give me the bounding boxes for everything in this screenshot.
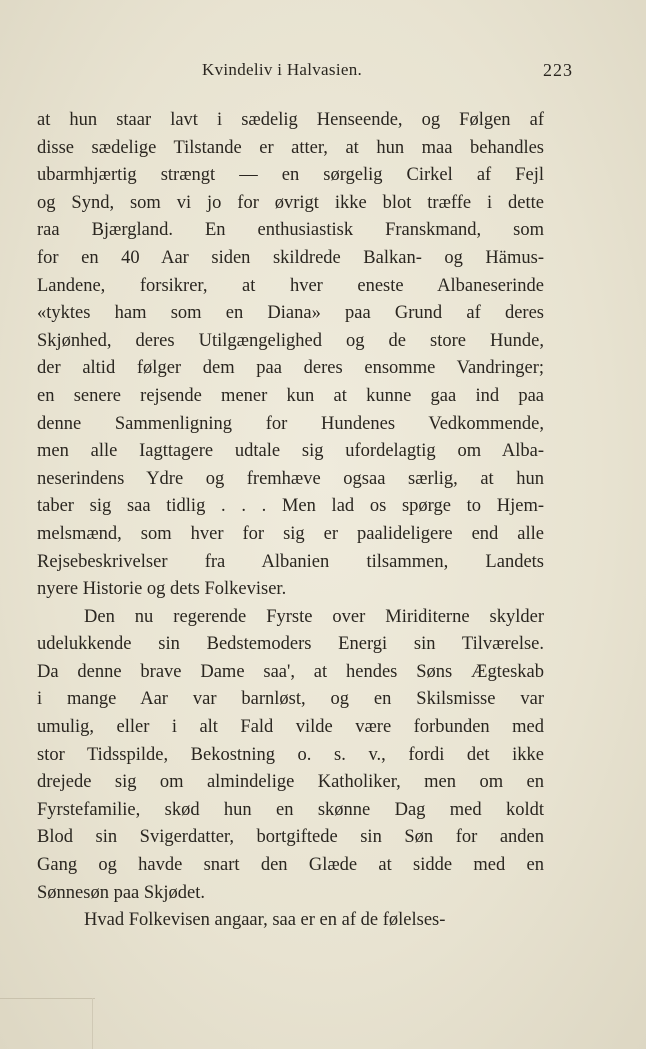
text-line: at hun staar lavt i sædelig Henseende, og Følgen af <box>37 110 544 130</box>
text-line: neserindens Ydre og fremhæve ogsaa særlig, at hun <box>37 468 544 489</box>
text-line: Fyrstefamilie, skød hun en skønne Dag med koldt <box>37 799 544 820</box>
text-line: Skjønhed, deres Utilgængelighed og de store Hunde, <box>37 330 544 351</box>
text-line: og Synd, som vi jo for øvrigt ikke blot træffe i dette <box>37 192 544 213</box>
text-line: der altid følger dem paa deres ensomme Vandringer; <box>37 358 544 379</box>
text-line: for en 40 Aar siden skildrede Balkan- og Hämus- <box>37 247 544 268</box>
text-line: en senere rejsende mener kun at kunne gaa ind paa <box>37 385 544 406</box>
text-line: Hvad Folkevisen angaar, saa er en af de følelses- <box>84 910 446 931</box>
running-title: Kvindeliv i Halvasien. <box>202 60 363 79</box>
text-line: Da denne brave Dame saa', at hendes Søns Ægteskab <box>37 661 544 682</box>
text-line: Den nu regerende Fyrste over Miriditerne skylder <box>84 606 544 627</box>
text-line: i mange Aar var barnløst, og en Skilsmisse var <box>37 689 544 710</box>
text-line: disse sædelige Tilstande er atter, at hun maa behandles <box>37 137 544 158</box>
text-line: Sønnesøn paa Skjødet. <box>37 882 206 903</box>
text-line: Rejsebeskrivelser fra Albanien tilsammen, Landets <box>37 551 544 572</box>
page-number: 223 <box>543 60 573 80</box>
text-line: melsmænd, som hver for sig er paalideligere end alle <box>37 523 544 544</box>
text-line: drejede sig om almindelige Katholiker, men om en <box>37 772 544 793</box>
text-line: raa Bjærgland. En enthusiastisk Franskmand, som <box>37 220 544 241</box>
text-line: umulig, eller i alt Fald vilde være forbunden med <box>37 717 544 738</box>
text-line: Blod sin Svigerdatter, bortgiftede sin Søn for anden <box>37 827 544 848</box>
text-line: men alle Iagttagere udtale sig ufordelagtig om Alba- <box>37 441 544 462</box>
margin-rule-vertical <box>92 998 93 1049</box>
margin-rule <box>0 998 95 999</box>
body-text <box>37 107 544 935</box>
text-line: stor Tidsspilde, Bekostning o. s. v., fordi det ikke <box>37 744 544 765</box>
text-line: ubarmhjærtig strængt — en sørgelig Cirkel af Fejl <box>37 165 544 186</box>
text-line: Gang og havde snart den Glæde at sidde med en <box>37 855 544 876</box>
running-header <box>37 60 573 84</box>
text-line: nyere Historie og dets Folkeviser. <box>37 579 287 600</box>
text-line: Landene, forsikrer, at hver eneste Albaneserinde <box>37 275 544 296</box>
text-line: denne Sammenligning for Hundenes Vedkommende, <box>37 413 544 434</box>
text-line: udelukkende sin Bedstemoders Energi sin Tilværelse. <box>37 634 544 655</box>
text-line: «tyktes ham som en Diana» paa Grund af deres <box>37 303 544 324</box>
text-line: taber sig saa tidlig . . . Men lad os spørge to Hjem- <box>37 496 544 517</box>
